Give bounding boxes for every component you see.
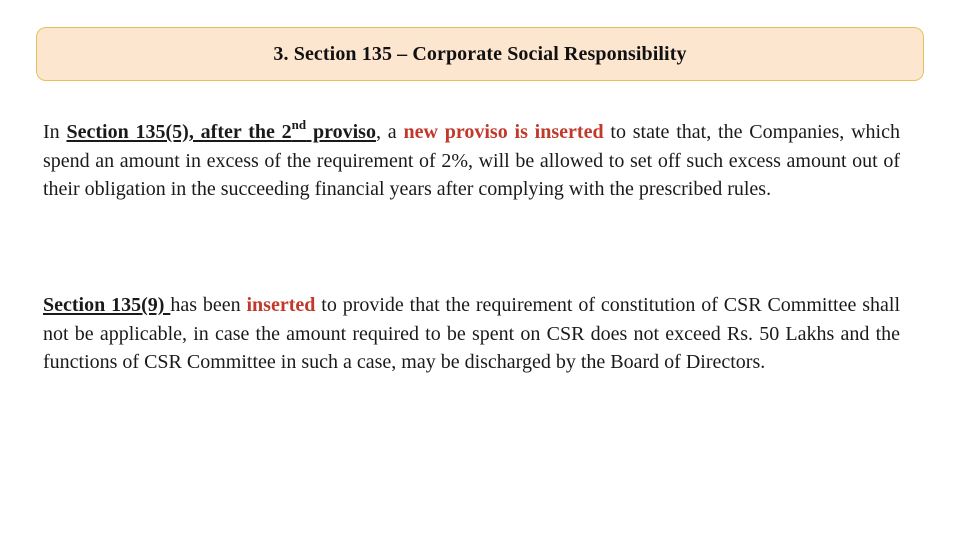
paragraph1-rest: to state that, the Companies, which spend an amount in excess of the requirement of 2%, will be allowed to set off such excess amount out of their obligation in the succeeding financial years after complying with the prescribed rules. xyxy=(43,121,900,201)
inserted-highlight: inserted xyxy=(246,294,316,316)
paragraph2-rest: to provide that the requirement of constitution of CSR Committee shall not be applicable, in case the amount required to be spent on CSR does not exceed Rs. 50 Lakhs and the functions of CSR Committee in such a case, may be discharged by the Board of Directors. xyxy=(43,294,900,374)
slide-title: 3. Section 135 – Corporate Social Responsibility xyxy=(273,42,687,65)
paragraph-section-135-9 xyxy=(43,291,900,377)
section-135-5-text: Section 135(5), after the 2 xyxy=(66,121,292,143)
section-135-5-reference xyxy=(66,117,376,143)
ordinal-superscript: nd xyxy=(291,117,307,133)
paragraph2-mid: has been xyxy=(170,294,247,316)
new-proviso-highlight: new proviso is inserted xyxy=(403,121,604,143)
proviso-text: proviso xyxy=(306,121,376,143)
title-banner xyxy=(36,27,924,81)
section-135-9-reference: Section 135(9) xyxy=(43,294,171,316)
paragraph-section-135-5 xyxy=(43,118,900,204)
paragraph1-mid: , a xyxy=(375,121,404,143)
paragraph1-intro: In xyxy=(43,121,67,143)
